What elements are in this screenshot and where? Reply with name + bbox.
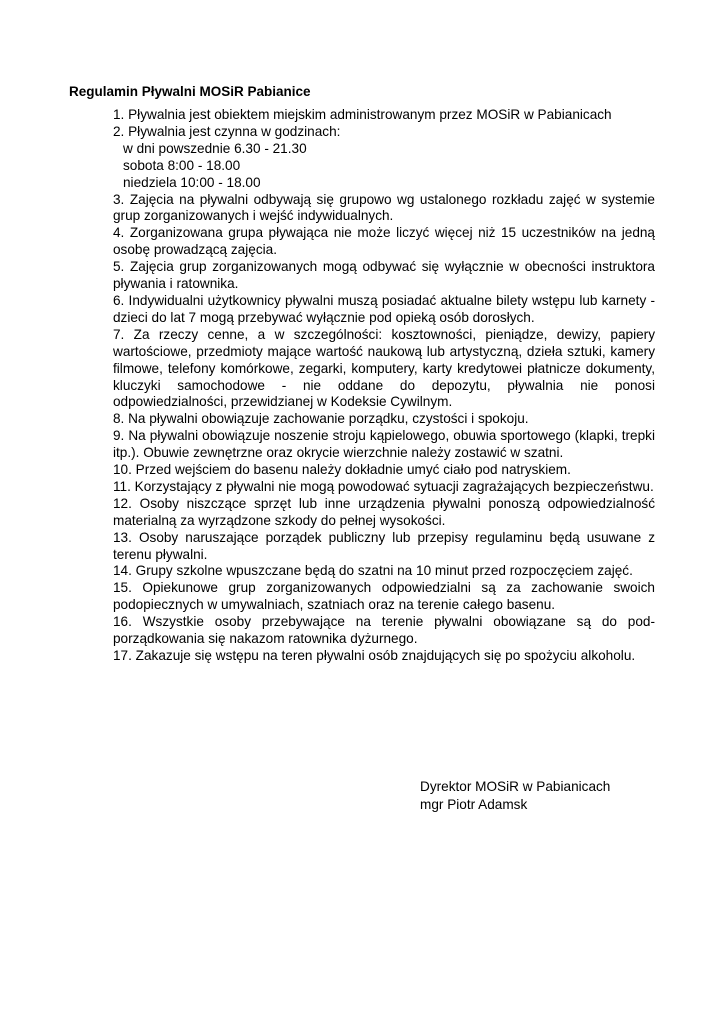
rule-item: 3. Zajęcia na pływalni odbywają się grupowo wg ustalonego rozkładu zajęć w systemie grup zorganizowanych i wejść indywidualnych. bbox=[113, 191, 655, 224]
rule-item: 2. Pływalnia jest czynna w godzinach: bbox=[113, 123, 341, 139]
rule-item: 5. Zajęcia grup zorganizowanych mogą odbywać się wyłącznie w obecności instruktora pływania i ratownika. bbox=[113, 259, 655, 292]
rule-item: 16. Wszystkie osoby przebywające na terenie pływalni obowiązane są do podporządkowania się nakazom ratownika dyżurnego. bbox=[113, 614, 655, 647]
rule-item: 12. Osoby niszczące sprzęt lub inne urządzenia pływalni ponoszą odpowiedzialność materialną za wyrządzone szkody do pełnej wysokości. bbox=[113, 495, 655, 528]
rule-item: 13. Osoby naruszające porządek publiczny lub przepisy regulaminu będą usuwane z terenu pływalni. bbox=[113, 529, 655, 562]
signature-block bbox=[420, 778, 610, 813]
rule-item: 11. Korzystający z pływalni nie mogą powodować sytuacji zagrażających bezpieczeństwu. bbox=[113, 478, 654, 494]
rule-item: 7. Za rzeczy cenne, a w szczególności: kosztowności, pieniądze, dewizy, papiery wartościowe, przedmioty mające wartość naukową lub artystyczną, dzieła sztuki, kamery filmowe, telefony komórkowe, zegarki, komputery, karty kredytowei płatnicze dokumenty, kluczyki samochodowe - nie oddane do depozytu, pływalnia nie ponosi odpowiedzialności, przewidzianej w Kodeksie Cywilnym. bbox=[113, 326, 655, 410]
opening-hours-weekdays: w dni powszednie 6.30 - 21.30 bbox=[123, 140, 307, 156]
signature-title: Dyrektor MOSiR w Pabianicach bbox=[420, 779, 611, 794]
rule-item: 17. Zakazuje się wstępu na teren pływalni osób znajdujących się po spożyciu alkoholu. bbox=[113, 648, 636, 663]
rule-item: 1. Pływalnia jest obiektem miejskim administrowanym przez MOSiR w Pabianicach bbox=[113, 107, 612, 122]
rule-item: 4. Zorganizowana grupa pływająca nie może liczyć więcej niż 15 uczestników na jedną osobę prowadzącą zajęcia. bbox=[113, 225, 655, 258]
rule-item: 15. Opiekunowe grup zorganizowanych odpowiedzialni są za zachowanie swoich podopiecznych w umywalniach, szatniach oraz na terenie całego basenu. bbox=[113, 580, 655, 613]
document-title: Regulamin Pływalni MOSiR Pabianice bbox=[69, 84, 311, 99]
signature-name: mgr Piotr Adamsk bbox=[420, 796, 528, 812]
opening-hours-sunday: niedziela 10:00 - 18.00 bbox=[123, 174, 261, 190]
rule-item: 14. Grupy szkolne wpuszczane będą do szatni na 10 minut przed rozpoczęciem zajęć. bbox=[113, 563, 633, 579]
rule-item: 8. Na pływalni obowiązuje zachowanie porządku, czystości i spokoju. bbox=[113, 411, 529, 427]
opening-hours-saturday: sobota 8:00 - 18.00 bbox=[123, 157, 241, 173]
rule-item: 6. Indywidualni użytkownicy pływalni muszą posiadać aktualne bilety wstępu lub karnety - dzieci do lat 7 mogą przebywać wyłącznie pod opieką osób dorosłych. bbox=[113, 292, 655, 325]
rules-list bbox=[113, 107, 655, 665]
rule-item: 10. Przed wejściem do basenu należy dokładnie umyć ciało pod natryskiem. bbox=[113, 462, 571, 478]
opening-hours-list bbox=[113, 141, 655, 192]
rule-item: 9. Na pływalni obowiązuje noszenie stroju kąpielowego, obuwia sportowego (klapki, trepki itp.). Obuwie zewnętrzne oraz okrycie wierzchnie należy zostawić w szatni. bbox=[113, 428, 655, 461]
